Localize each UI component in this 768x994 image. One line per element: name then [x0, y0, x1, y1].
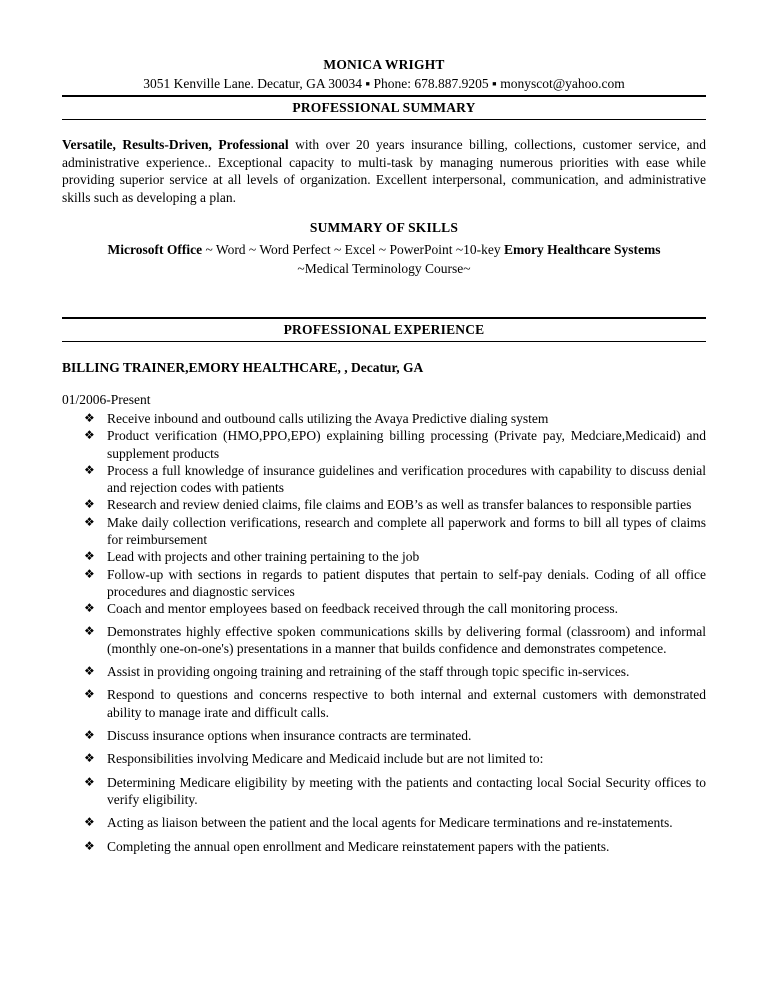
duty-item: [62, 727, 706, 744]
diamond-bullet-icon: ❖: [84, 751, 95, 766]
professional-experience-heading: PROFESSIONAL EXPERIENCE: [283, 322, 485, 337]
duty-text: Process a full knowledge of insurance guidelines and verification procedures with capability to discuss denial and rejection codes with patients: [107, 462, 706, 496]
diamond-bullet-icon: ❖: [84, 549, 95, 564]
duty-text: Product verification (HMO,PPO,EPO) explaining billing processing (Private pay, Medciare,Medicaid) and supplement products: [107, 428, 706, 461]
duty-text: Make daily collection verifications, research and complete all paperwork and forms to bill all types of claims for reimbursement: [107, 514, 706, 548]
diamond-bullet-icon: ❖: [84, 497, 95, 512]
duty-text: Follow-up with sections in regards to patient disputes that pertain to self-pay denials. Coding of all office procedures and diagnostic services: [107, 566, 706, 599]
diamond-bullet-icon: ❖: [84, 664, 95, 679]
skills-line: [62, 242, 706, 258]
duty-item: [62, 566, 706, 601]
duty-item: [62, 838, 706, 855]
job-title: BILLING TRAINER,EMORY HEALTHCARE, , Decatur, GA: [62, 360, 424, 375]
duty-text: Acting as liaison between the patient and the local agents for Medicare terminations and re-instatements.: [107, 815, 673, 831]
experience-heading-underline: [62, 341, 706, 342]
experience-divider: [62, 317, 706, 319]
duty-text: Lead with projects and other training pertaining to the job: [107, 549, 420, 565]
diamond-bullet-icon: ❖: [84, 462, 95, 477]
contact-line: 3051 Kenville Lane. Decatur, GA 30034 ▪ Phone: 678.887.9205 ▪ monyscot@yahoo.com: [143, 76, 625, 91]
duty-item: [62, 548, 706, 565]
duty-item: [62, 427, 706, 462]
duty-item: [62, 496, 706, 513]
duty-item: [62, 462, 706, 497]
duty-item: [62, 623, 706, 658]
duty-text: Demonstrates highly effective spoken communications skills by delivering formal (classroom) and informal (monthly one-on-one's) presentations in a manner that builds confidence and demonstrates competence.: [107, 623, 706, 656]
duty-item: [62, 750, 706, 767]
duties-list: [62, 410, 706, 855]
summary-lead: Versatile, Results-Driven, Professional: [62, 137, 289, 152]
duty-item: [62, 514, 706, 549]
professional-summary-heading: PROFESSIONAL SUMMARY: [292, 100, 476, 115]
diamond-bullet-icon: ❖: [84, 411, 95, 425]
diamond-bullet-icon: ❖: [84, 774, 95, 789]
diamond-bullet-icon: ❖: [84, 566, 95, 581]
duty-item: [62, 410, 706, 427]
duty-item: [62, 774, 706, 809]
duty-text: Receive inbound and outbound calls utilizing the Avaya Predictive dialing system: [107, 411, 549, 426]
duty-item: [62, 663, 706, 680]
summary-heading-underline: [62, 119, 706, 120]
diamond-bullet-icon: ❖: [84, 514, 95, 529]
skills-heading: SUMMARY OF SKILLS: [309, 220, 459, 235]
skill-microsoft-office: Microsoft Office: [107, 242, 203, 257]
skills-line-2: ~Medical Terminology Course~: [297, 261, 471, 276]
duty-text: Coach and mentor employees based on feedback received through the call monitoring process.: [107, 601, 618, 617]
skills-list: ~ Word ~ Word Perfect ~ Excel ~ PowerPoint ~10-key: [202, 242, 505, 257]
diamond-bullet-icon: ❖: [84, 428, 95, 443]
duty-item: [62, 814, 706, 831]
duty-text: Determining Medicare eligibility by meeting with the patients and contacting local Social Security offices to verify eligibility.: [107, 774, 706, 807]
summary-text: with over 20 years insurance billing, collections, customer service, and administrative experience.. Exceptional capacity to multi-task by managing numerous priorities with ease while providing superior service at all levels of organization. Excellent interpersonal, communication, and administrative skills such as developing a plan.: [62, 137, 706, 205]
diamond-bullet-icon: ❖: [84, 728, 95, 743]
duty-text: Completing the annual open enrollment and Medicare reinstatement papers with the patients.: [107, 838, 610, 854]
duty-text: Respond to questions and concerns respective to both internal and external customers with demonstrated ability to manage irate and difficult calls.: [107, 687, 706, 720]
duty-item: [62, 686, 706, 721]
diamond-bullet-icon: ❖: [84, 687, 95, 702]
duty-text: Assist in providing ongoing training and retraining of the staff through topic specific in-services.: [107, 664, 630, 680]
candidate-name: MONICA WRIGHT: [323, 57, 445, 72]
skill-emory-systems: Emory Healthcare Systems: [504, 242, 661, 257]
duty-text: Research and review denied claims, file claims and EOB’s as well as transfer balances to responsible parties: [107, 497, 692, 513]
summary-paragraph: [62, 136, 706, 206]
diamond-bullet-icon: ❖: [84, 815, 95, 830]
duty-text: Discuss insurance options when insurance contracts are terminated.: [107, 728, 472, 744]
diamond-bullet-icon: ❖: [84, 838, 95, 853]
diamond-bullet-icon: ❖: [84, 623, 95, 638]
duty-item: [62, 600, 706, 617]
job-dates: 01/2006-Present: [62, 392, 151, 407]
diamond-bullet-icon: ❖: [84, 601, 95, 616]
header-divider: [62, 95, 706, 97]
duty-text: Responsibilities involving Medicare and Medicaid include but are not limited to:: [107, 751, 544, 767]
